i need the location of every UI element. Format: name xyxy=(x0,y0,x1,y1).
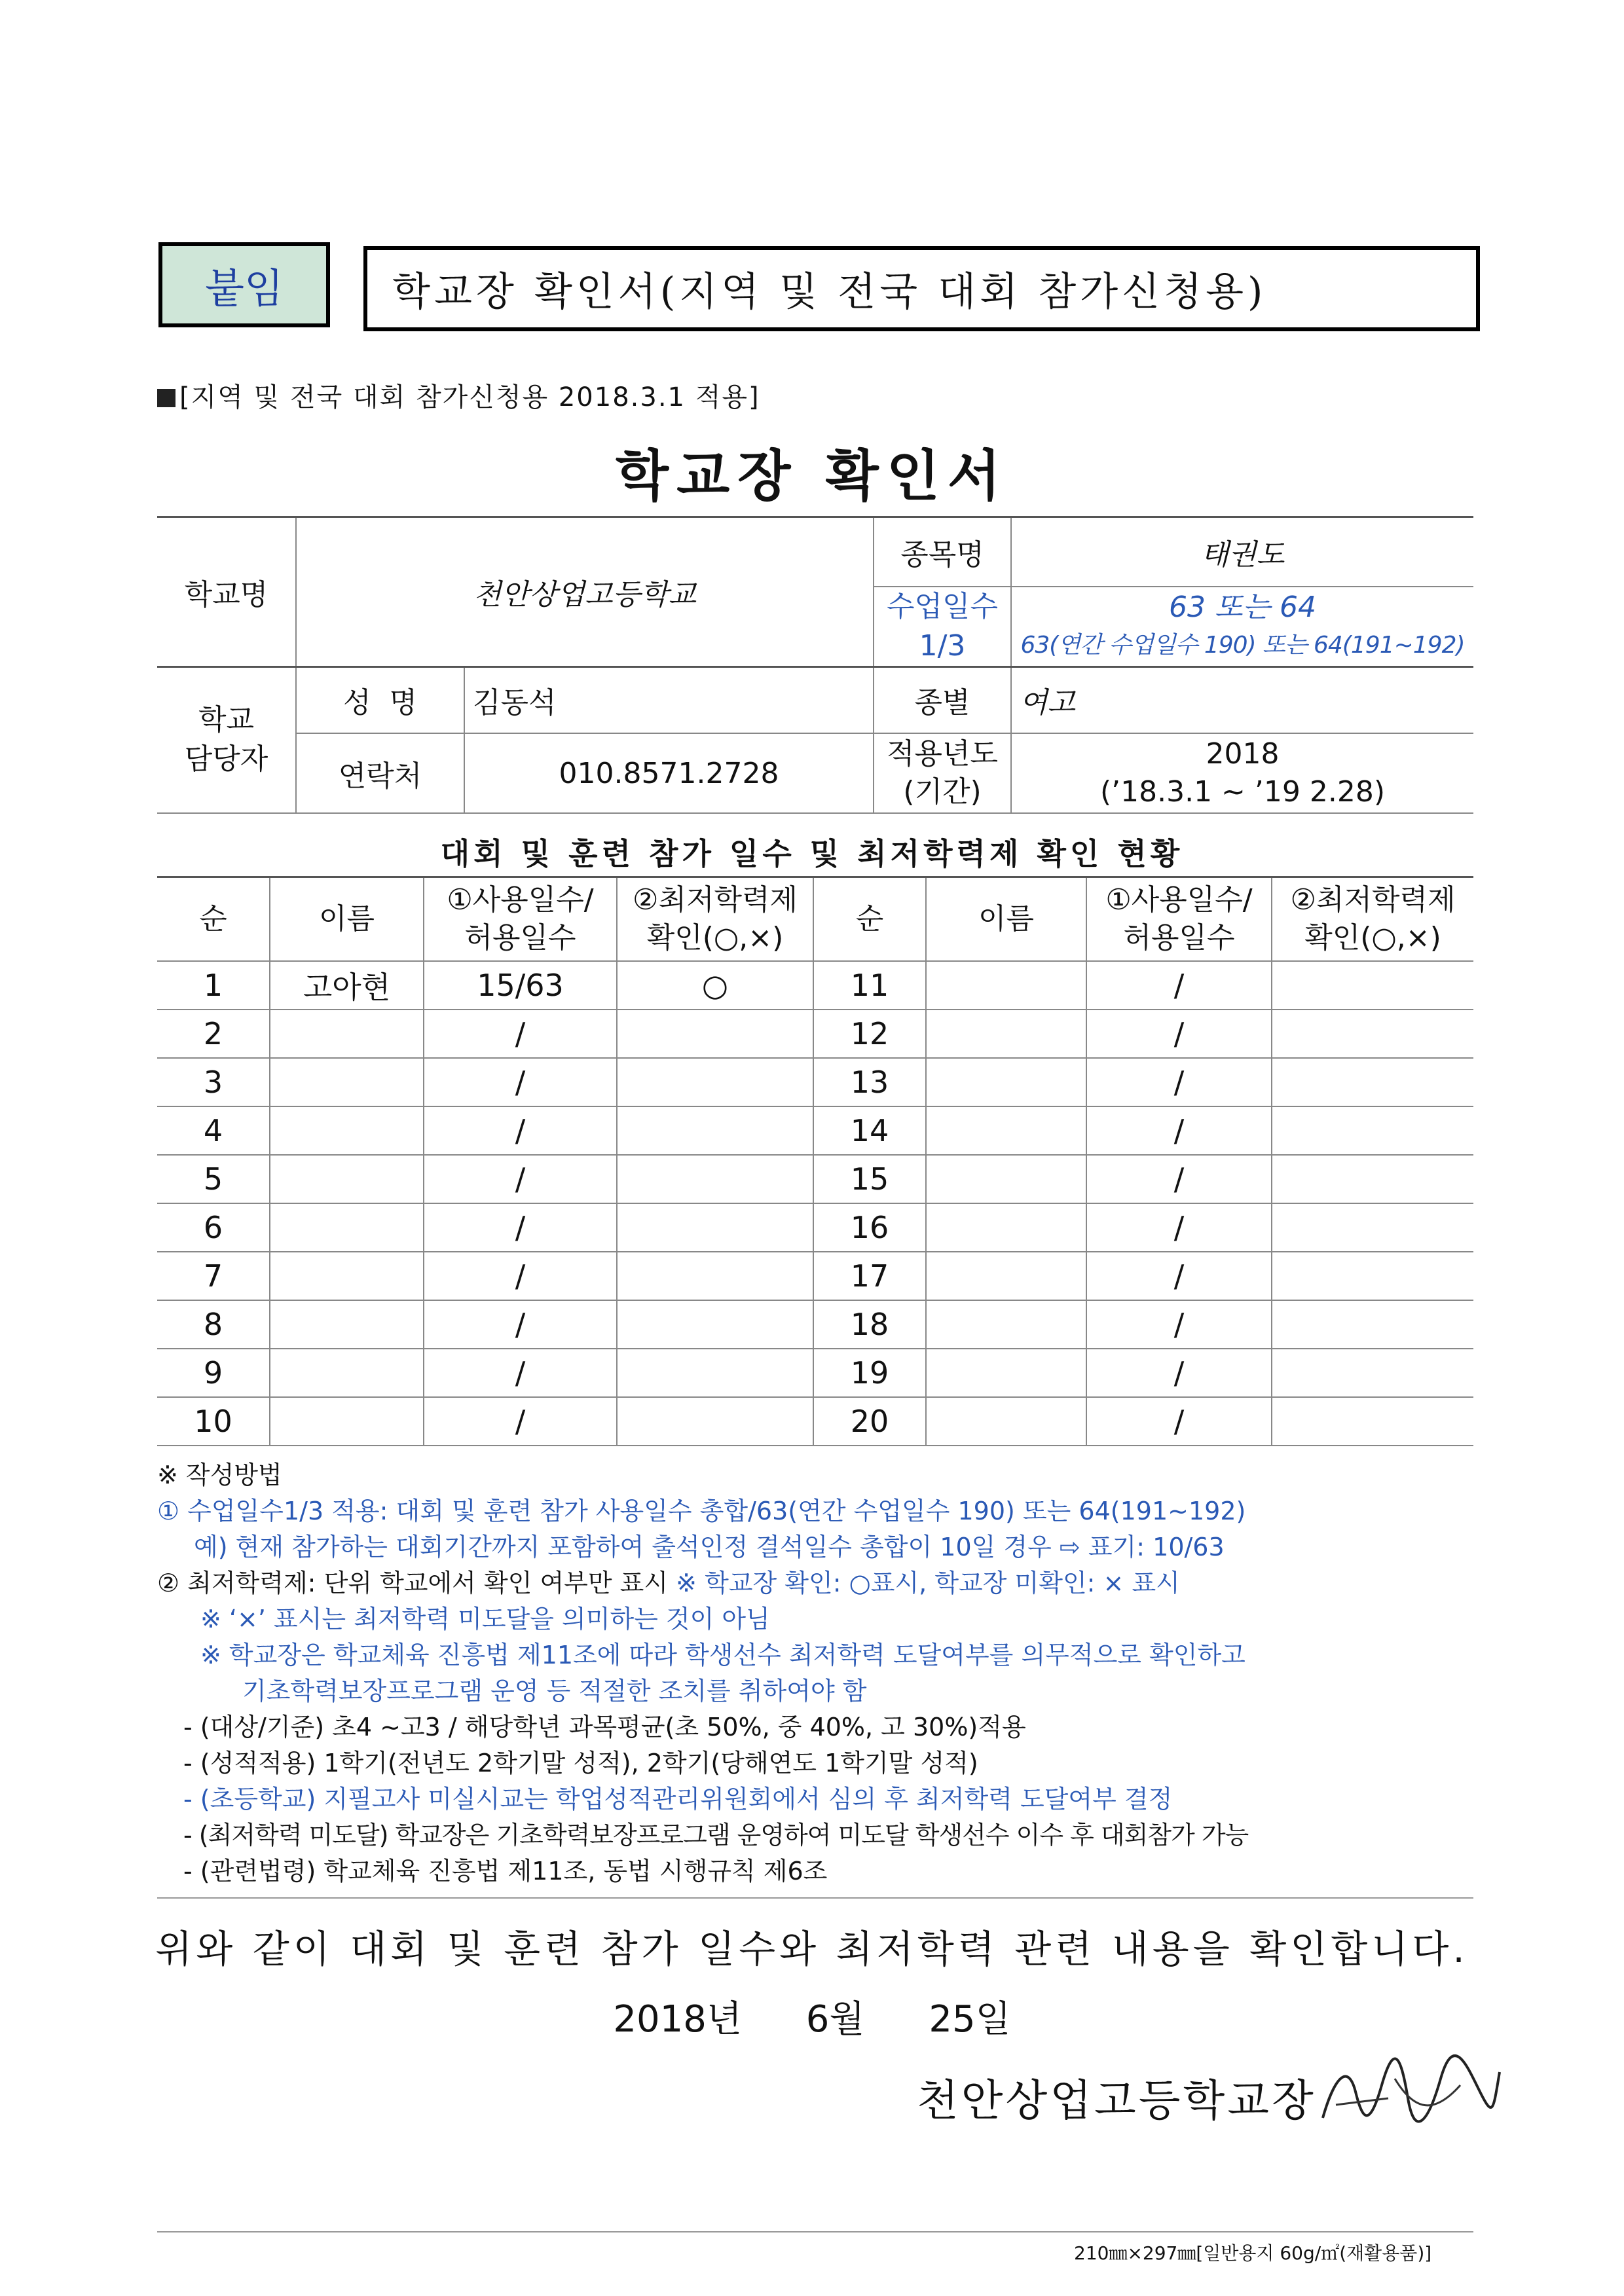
method-line-7: - (대상/기준) 초4 ~고3 / 해당학년 과목평균(초 50%, 중 40%, 고 30%)적용 xyxy=(183,1713,1026,1741)
method-line-6: 기초학력보장프로그램 운영 등 적절한 조치를 취하여야 함 xyxy=(242,1677,867,1705)
form-title: 학교장 확인서(지역 및 전국 대회 참가신청용) xyxy=(363,246,1480,331)
class-days-detail: 63(연간 수업일수 190) 또는 64(191~192) xyxy=(1020,631,1465,659)
row-name xyxy=(270,1155,424,1203)
header-check-right-line1: ②최저학력제 xyxy=(1290,883,1456,917)
manager-label-line2: 담당자 xyxy=(184,742,268,776)
attachment-tag: 붙임 xyxy=(158,242,330,327)
row-no-right: 15 xyxy=(813,1155,926,1203)
paper-spec-note: 210㎜×297㎜[일반용지 60g/㎡(재활용품)] xyxy=(1074,2242,1432,2264)
table-row xyxy=(157,1058,1473,1106)
row-name-right xyxy=(926,961,1086,1010)
manager-label xyxy=(157,666,296,813)
manager-label-line1: 학교 xyxy=(198,703,254,737)
header-name-right: 이름 xyxy=(926,877,1086,962)
row-no: 5 xyxy=(157,1155,270,1203)
row-days-right: / xyxy=(1086,1106,1272,1155)
method-line-1: ① 수업일수1/3 적용: 대회 및 훈련 참가 사용일수 총합/63(연간 수업일수 190) 또는 64(191~192) xyxy=(157,1497,1246,1525)
row-no-right: 19 xyxy=(813,1349,926,1397)
class-days-main: 63 또는 64 xyxy=(1169,590,1316,624)
school-info-table xyxy=(157,516,1473,814)
method-line-3b: ※ 학교장 확인: ○표시, 학교장 미확인: × 표시 xyxy=(676,1569,1180,1597)
row-name xyxy=(270,1058,424,1106)
method-line-4: ※ ‘×’ 표시는 최저학력 미도달을 의미하는 것이 아님 xyxy=(200,1605,770,1633)
year-label-line1: 적용년도 xyxy=(886,737,998,771)
row-check xyxy=(617,1300,813,1349)
footer-divider xyxy=(157,2231,1473,2232)
table-row xyxy=(157,1252,1473,1300)
table-row xyxy=(157,1010,1473,1058)
row-name-right xyxy=(926,1058,1086,1106)
applicability-note-text: [지역 및 전국 대회 참가신청용 2018.3.1 적용] xyxy=(179,382,760,412)
row-check xyxy=(617,1203,813,1252)
signature-icon xyxy=(1310,2052,1506,2138)
year-main: 2018 xyxy=(1206,737,1280,771)
row-check-right xyxy=(1272,1300,1473,1349)
row-check xyxy=(617,1397,813,1446)
row-check xyxy=(617,1349,813,1397)
method-line-5: ※ 학교장은 학교체육 진흥법 제11조에 따라 학생선수 최저학력 도달여부를 의무적으로 확인하고 xyxy=(200,1641,1246,1669)
row-check xyxy=(617,1010,813,1058)
principal-name: 천안상업고등학교장 xyxy=(917,2075,1316,2126)
row-days-right: / xyxy=(1086,1349,1272,1397)
row-name-right xyxy=(926,1106,1086,1155)
row-no-right: 18 xyxy=(813,1300,926,1349)
method-line-3a: ② 최저학력제: 단위 학교에서 확인 여부만 표시 xyxy=(157,1569,676,1597)
row-check: ○ xyxy=(617,961,813,1010)
row-name xyxy=(270,1252,424,1300)
row-days: / xyxy=(424,1058,617,1106)
row-days: / xyxy=(424,1155,617,1203)
class-days-label-line1: 수업일수 xyxy=(886,589,998,623)
row-no: 8 xyxy=(157,1300,270,1349)
row-no-right: 20 xyxy=(813,1397,926,1446)
category-label: 종별 xyxy=(874,666,1011,733)
row-name-right xyxy=(926,1010,1086,1058)
header-days-line1: ①사용일수/ xyxy=(447,883,594,917)
year-label-line2: (기간) xyxy=(903,775,982,809)
row-no: 10 xyxy=(157,1397,270,1446)
row-days-right: / xyxy=(1086,961,1272,1010)
row-name-right xyxy=(926,1252,1086,1300)
confirmation-statement: 위와 같이 대회 및 훈련 참가 일수와 최저학력 관련 내용을 확인합니다. xyxy=(155,1927,1469,1971)
header-check-right xyxy=(1272,877,1473,962)
row-no: 9 xyxy=(157,1349,270,1397)
row-no: 6 xyxy=(157,1203,270,1252)
row-name xyxy=(270,1203,424,1252)
row-no-right: 12 xyxy=(813,1010,926,1058)
date-day: 25일 xyxy=(929,1998,1011,2041)
class-days-value xyxy=(1011,587,1473,667)
row-check-right xyxy=(1272,961,1473,1010)
row-name-right xyxy=(926,1397,1086,1446)
year-period: (’18.3.1 ~ ’19 2.28) xyxy=(1099,775,1386,809)
square-bullet-icon xyxy=(157,389,175,407)
header-days-right-line2: 허용일수 xyxy=(1123,921,1235,955)
year-label xyxy=(874,733,1011,813)
row-name xyxy=(270,1300,424,1349)
header-days xyxy=(424,877,617,962)
row-check xyxy=(617,1155,813,1203)
row-days: / xyxy=(424,1010,617,1058)
sport-value: 태권도 xyxy=(1011,517,1473,587)
school-name-label: 학교명 xyxy=(157,517,296,667)
method-line-8: - (성적적용) 1학기(전년도 2학기말 성적), 2학기(당해연도 1학기말 성적) xyxy=(183,1749,978,1777)
table-row xyxy=(157,961,1473,1010)
row-days: / xyxy=(424,1397,617,1446)
row-check xyxy=(617,1058,813,1106)
row-days: / xyxy=(424,1203,617,1252)
class-days-label-line2: 1/3 xyxy=(919,629,966,663)
row-check-right xyxy=(1272,1010,1473,1058)
row-no: 7 xyxy=(157,1252,270,1300)
method-line-2: 예) 현재 참가하는 대회기간까지 포함하여 출석인정 결석일수 총합이 10일 경우 ⇨ 표기: 10/63 xyxy=(194,1533,1225,1561)
header-check xyxy=(617,877,813,962)
row-no-right: 13 xyxy=(813,1058,926,1106)
row-days: / xyxy=(424,1349,617,1397)
person-name-label: 성 명 xyxy=(296,666,464,733)
row-name: 고아현 xyxy=(270,961,424,1010)
status-table xyxy=(157,876,1473,1446)
class-days-label xyxy=(874,587,1011,667)
year-value xyxy=(1011,733,1473,813)
row-days-right: / xyxy=(1086,1397,1272,1446)
row-no: 3 xyxy=(157,1058,270,1106)
row-no-right: 16 xyxy=(813,1203,926,1252)
header-name: 이름 xyxy=(270,877,424,962)
header-check-line2: 확인(○,×) xyxy=(646,921,784,955)
method-line-9: - (초등학교) 지필고사 미실시교는 학업성적관리위원회에서 심의 후 최저학력 도달여부 결정 xyxy=(183,1785,1173,1813)
table-row xyxy=(157,1203,1473,1252)
row-check-right xyxy=(1272,1058,1473,1106)
person-name-value: 김동석 xyxy=(464,666,874,733)
row-no: 2 xyxy=(157,1010,270,1058)
contact-label: 연락처 xyxy=(296,733,464,813)
document-title: 학교장 확인서 xyxy=(615,444,1009,508)
row-no-right: 17 xyxy=(813,1252,926,1300)
row-no-right: 11 xyxy=(813,961,926,1010)
header-no: 순 xyxy=(157,877,270,962)
row-days: 15/63 xyxy=(424,961,617,1010)
header-days-right-line1: ①사용일수/ xyxy=(1105,883,1253,917)
section-divider xyxy=(157,1897,1473,1899)
category-value: 여고 xyxy=(1011,666,1473,733)
row-days: / xyxy=(424,1300,617,1349)
row-check-right xyxy=(1272,1203,1473,1252)
row-name-right xyxy=(926,1203,1086,1252)
table-row xyxy=(157,1155,1473,1203)
row-days: / xyxy=(424,1252,617,1300)
status-section-title: 대회 및 훈련 참가 일수 및 최저학력제 확인 현황 xyxy=(440,836,1184,871)
row-check-right xyxy=(1272,1349,1473,1397)
row-name-right xyxy=(926,1349,1086,1397)
writing-method xyxy=(157,1457,1493,1889)
status-header-row xyxy=(157,877,1473,962)
header-no-right: 순 xyxy=(813,877,926,962)
row-days-right: / xyxy=(1086,1155,1272,1203)
header-check-line1: ②최저학력제 xyxy=(633,883,798,917)
table-row xyxy=(157,1300,1473,1349)
row-name xyxy=(270,1106,424,1155)
row-check xyxy=(617,1252,813,1300)
row-name-right xyxy=(926,1155,1086,1203)
row-name-right xyxy=(926,1300,1086,1349)
row-no: 4 xyxy=(157,1106,270,1155)
row-name xyxy=(270,1397,424,1446)
date-month: 6월 xyxy=(805,1998,865,2041)
header-days-right xyxy=(1086,877,1272,962)
date-year: 2018년 xyxy=(613,1998,742,2041)
method-line-11: - (관련법령) 학교체육 진흥법 제11조, 동법 시행규칙 제6조 xyxy=(183,1857,828,1886)
row-name xyxy=(270,1010,424,1058)
header-check-right-line2: 확인(○,×) xyxy=(1304,921,1441,955)
row-days: / xyxy=(424,1106,617,1155)
method-line-10: - (최저학력 미도달) 학교장은 기초학력보장프로그램 운영하여 미도달 학생선수 이수 후 대회참가 가능 xyxy=(183,1821,1249,1850)
method-title: ※ 작성방법 xyxy=(157,1461,282,1489)
row-days-right: / xyxy=(1086,1252,1272,1300)
confirmation-date xyxy=(0,1990,1624,2043)
table-row xyxy=(157,1106,1473,1155)
contact-value: 010.8571.2728 xyxy=(464,733,874,813)
table-row xyxy=(157,1349,1473,1397)
method-line-3 xyxy=(157,1565,1493,1601)
row-days-right: / xyxy=(1086,1203,1272,1252)
row-check xyxy=(617,1106,813,1155)
table-row xyxy=(157,1397,1473,1446)
row-no-right: 14 xyxy=(813,1106,926,1155)
header-days-line2: 허용일수 xyxy=(464,921,576,955)
sport-label: 종목명 xyxy=(874,517,1011,587)
row-days-right: / xyxy=(1086,1010,1272,1058)
row-check-right xyxy=(1272,1155,1473,1203)
row-check-right xyxy=(1272,1397,1473,1446)
row-days-right: / xyxy=(1086,1058,1272,1106)
row-name xyxy=(270,1349,424,1397)
row-no: 1 xyxy=(157,961,270,1010)
row-check-right xyxy=(1272,1106,1473,1155)
row-days-right: / xyxy=(1086,1300,1272,1349)
row-check-right xyxy=(1272,1252,1473,1300)
applicability-note xyxy=(157,376,760,414)
school-name-value: 천안상업고등학교 xyxy=(296,517,874,667)
